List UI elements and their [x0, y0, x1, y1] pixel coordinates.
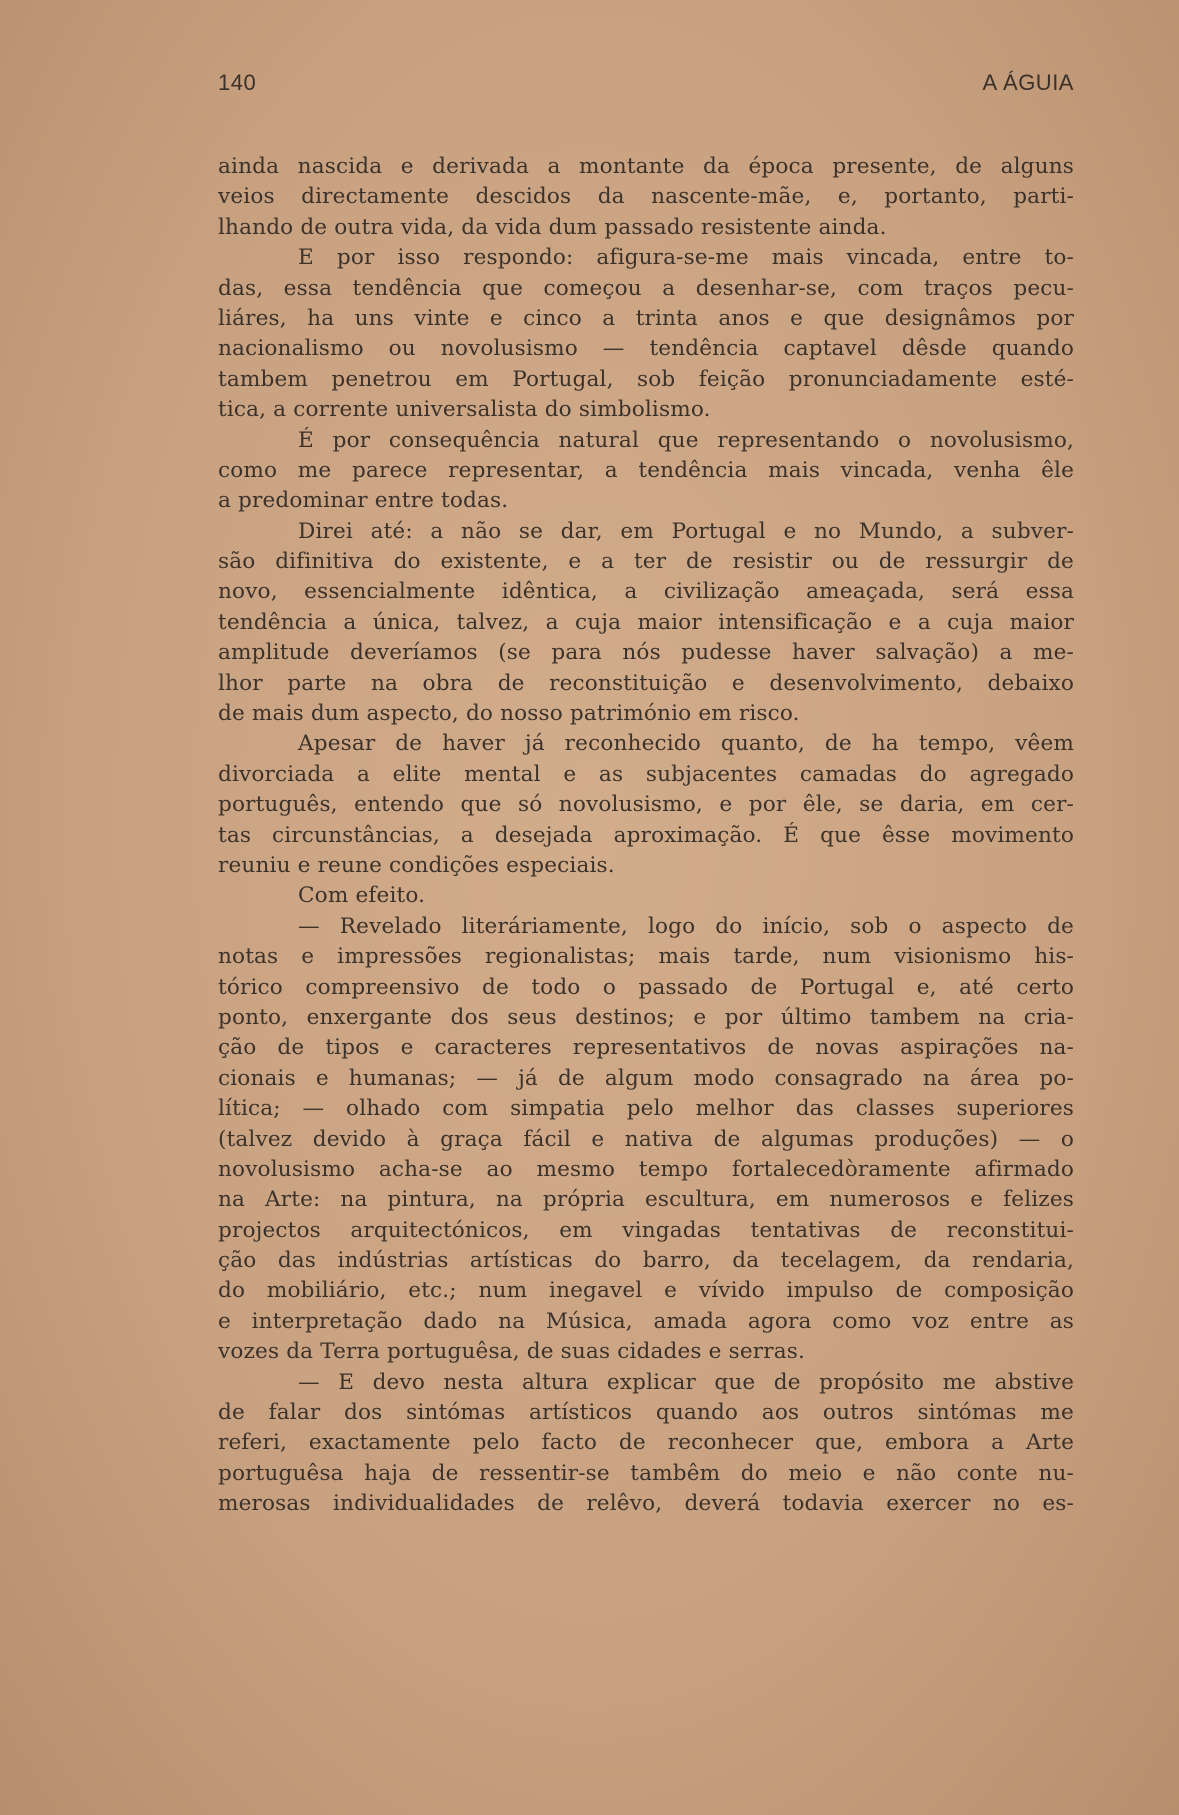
- text-line: tas circunstâncias, a desejada aproximação. É que êsse movimento: [218, 822, 1074, 848]
- text-line: liáres, ha uns vinte e cinco a trinta anos e que designâmos por: [218, 305, 1074, 331]
- text-line: de mais dum aspecto, do nosso património em risco.: [218, 701, 800, 727]
- text-line: — E devo nesta altura explicar que de propósito me abstive: [298, 1369, 1074, 1395]
- text-line: E por isso respondo: afigura-se-me mais vincada, entre to-: [298, 245, 1074, 271]
- text-line: e interpretação dado na Música, amada agora como voz entre as: [218, 1308, 1074, 1334]
- text-line: portuguêsa haja de ressentir-se tambêm do meio e não conte nu-: [218, 1460, 1074, 1486]
- text-line: tica, a corrente universalista do simbolismo.: [218, 397, 711, 423]
- text-line: — Revelado literáriamente, logo do início, sob o aspecto de: [298, 913, 1074, 939]
- text-line: É por consequência natural que representando o novolusismo,: [298, 427, 1074, 453]
- page-number: 140: [218, 70, 257, 95]
- text-line: na Arte: na pintura, na própria escultura, em numerosos e felizes: [218, 1187, 1074, 1213]
- text-line: projectos arquitectónicos, em vingadas tentativas de reconstitui-: [218, 1217, 1074, 1243]
- text-line: ponto, enxergante dos seus destinos; e por último tambem na cria-: [218, 1004, 1074, 1030]
- text-line: de falar dos sintómas artísticos quando aos outros sintómas me: [218, 1400, 1074, 1426]
- article-body: [218, 152, 1074, 1520]
- text-line: do mobiliário, etc.; num inegavel e vívido impulso de composição: [218, 1278, 1074, 1304]
- text-line: são difinitiva do existente, e a ter de resistir ou de ressurgir de: [218, 549, 1074, 575]
- text-line: tendência a única, talvez, a cuja maior intensificação e a cuja maior: [218, 609, 1074, 635]
- text-line: nacionalismo ou novolusismo — tendência captavel dêsde quando: [218, 336, 1074, 362]
- text-line: português, entendo que só novolusismo, e por êle, se daria, em cer-: [218, 792, 1074, 818]
- text-line: veios directamente descidos da nascente-mãe, e, portanto, parti-: [218, 184, 1074, 210]
- text-line: Apesar de haver já reconhecido quanto, de ha tempo, vêem: [298, 731, 1074, 757]
- text-line: merosas individualidades de relêvo, deverá todavia exercer no es-: [218, 1491, 1074, 1517]
- running-head: [218, 70, 1074, 96]
- text-line: amplitude deveríamos (se para nós pudesse haver salvação) a me-: [218, 640, 1074, 666]
- text-line: referi, exactamente pelo facto de reconhecer que, embora a Arte: [218, 1430, 1074, 1456]
- text-line: cionais e humanas; — já de algum modo consagrado na área po-: [218, 1065, 1074, 1091]
- text-line: tórico compreensivo de todo o passado de Portugal e, até certo: [218, 974, 1074, 1000]
- text-line: ainda nascida e derivada a montante da época presente, de alguns: [218, 154, 1074, 179]
- text-line: notas e impressões regionalistas; mais tarde, num visionismo his-: [218, 944, 1074, 970]
- text-line: ção das indústrias artísticas do barro, da tecelagem, da rendaria,: [218, 1248, 1074, 1274]
- text-line: ção de tipos e caracteres representativos de novas aspirações na-: [218, 1035, 1074, 1061]
- text-line: reuniu e reune condições especiais.: [218, 852, 615, 878]
- text-line: (talvez devido à graça fácil e nativa de algumas produções) — o: [218, 1126, 1074, 1152]
- text-line: Com efeito.: [298, 883, 426, 909]
- text-line: lhando de outra vida, da vida dum passado resistente ainda.: [218, 214, 887, 240]
- text-line: a predominar entre todas.: [218, 488, 509, 514]
- text-line: lhor parte na obra de reconstituição e desenvolvimento, debaixo: [218, 670, 1074, 696]
- text-line: divorciada a elite mental e as subjacentes camadas do agregado: [218, 761, 1074, 787]
- text-line: novolusismo acha-se ao mesmo tempo fortalecedòramente afirmado: [218, 1156, 1074, 1182]
- text-line: como me parece representar, a tendência mais vincada, venha êle: [218, 457, 1074, 483]
- text-line: novo, essencialmente idêntica, a civilização ameaçada, será essa: [218, 579, 1074, 605]
- text-line: Direi até: a não se dar, em Portugal e no Mundo, a subver-: [298, 518, 1074, 544]
- text-line: tambem penetrou em Portugal, sob feição pronunciadamente esté-: [218, 366, 1074, 392]
- journal-title: A ÁGUIA: [982, 70, 1074, 95]
- text-line: das, essa tendência que começou a desenhar-se, com traços pecu-: [218, 275, 1074, 301]
- text-line: vozes da Terra portuguêsa, de suas cidades e serras.: [218, 1339, 805, 1365]
- text-line: lítica; — olhado com simpatia pelo melhor das classes superiores: [218, 1096, 1074, 1122]
